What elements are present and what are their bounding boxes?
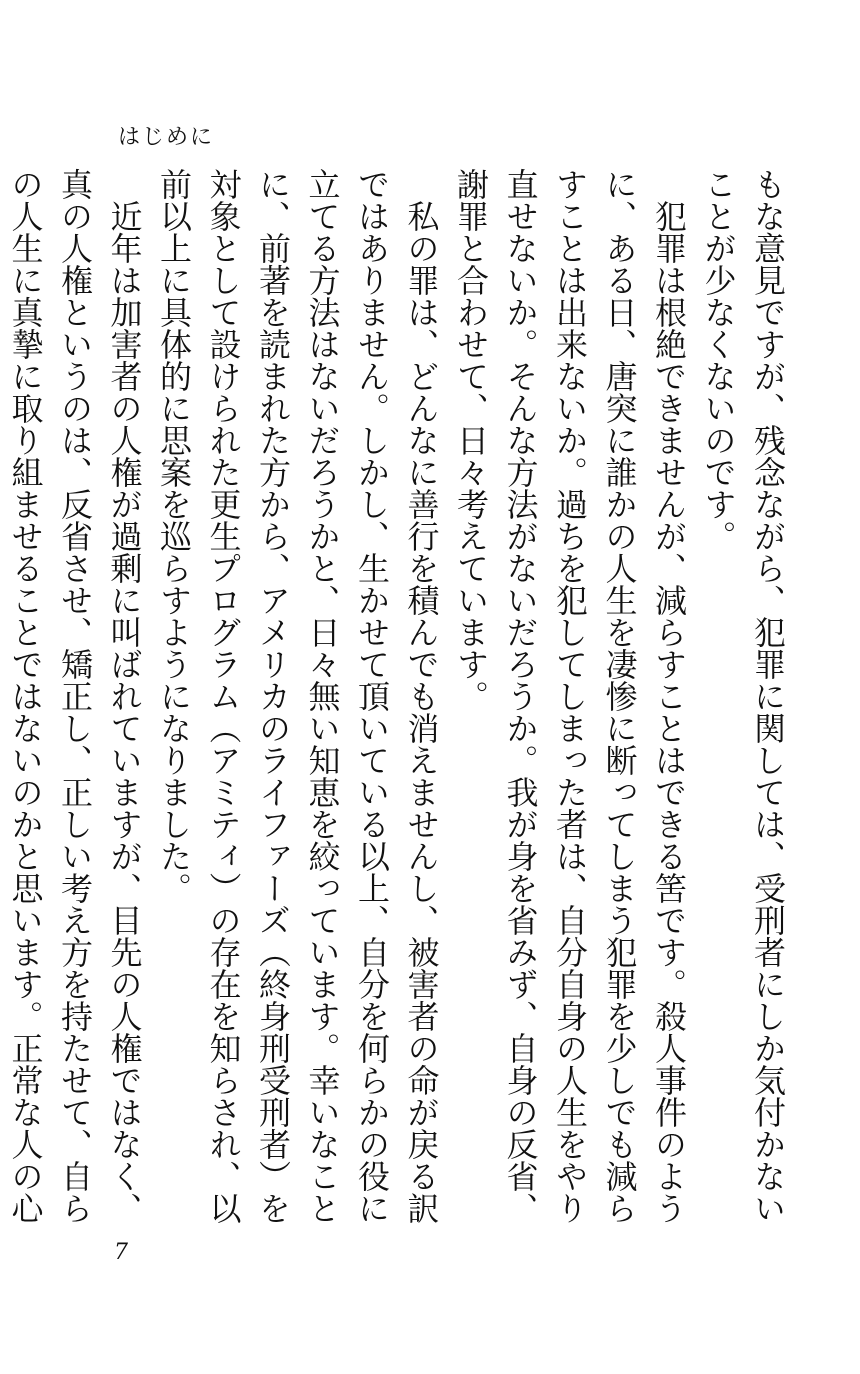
paragraph-continuation: もな意見ですが、残念ながら、犯罪に関しては、受刑者にしか気付かないことが少なくないのです。 xyxy=(699,168,787,1224)
paragraph: 私の罪は、どんなに善行を積んでも消えませんし、被害者の命が戻る訳ではありません。しかし、生かせて頂いている以上、自分を何らかの役に立てる方法はないだろうかと、日々無い知恵を絞っています。幸いなことに、前著を読まれた方から、アメリカのライファーズ（終身刑受刑者）を対象として設けられた更生プログラム（アミティ）の存在を知らされ、以前以上に具体的に思案を巡らすようになりました。 xyxy=(155,168,441,1224)
page-number: 7 xyxy=(114,1240,128,1265)
paragraph: 犯罪は根絶できませんが、減らすことはできる筈です。殺人事件のように、ある日、唐突に誰かの人生を凄惨に断ってしまう犯罪を少しでも減らすことは出来ないか。過ちを犯してしまった者は、自分自身の人生をやり直せないか。そんな方法がないだろうか。我が身を省みず、自身の反省、謝罪と合わせて、日々考えています。 xyxy=(452,168,688,1224)
running-head: はじめに xyxy=(118,125,215,150)
paragraph: 近年は加害者の人権が過剰に叫ばれていますが、目先の人権ではなく、真の人権というのは、反省させ、矯正し、正しい考え方を持たせて、自らの人生に真摯に取り組ませることではないのかと思います。正常な人の心 xyxy=(6,168,144,1224)
body-text xyxy=(6,168,792,1228)
